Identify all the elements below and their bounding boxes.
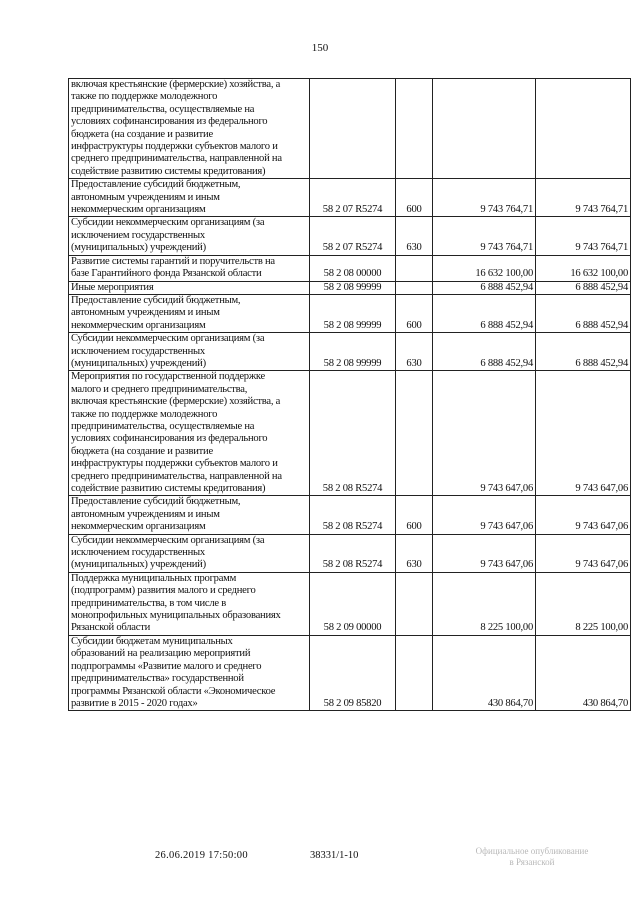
- row-amount-cell: [433, 79, 536, 179]
- footer-datetime: 26.06.2019 17:50:00: [155, 850, 248, 861]
- row-amount-cell: 8 225 100,00: [536, 572, 631, 635]
- table-row: [69, 217, 631, 255]
- row-amount-cell: 9 743 647,06: [433, 534, 536, 572]
- row-name-cell: включая крестьянские (фермерские) хозяйства, а также по поддержке молодежного предпринимательства, осуществляемые на условиях софинансирования из федерального бюджета (на создание и развитие инфраструктуры поддержки субъектов малого и среднего предпринимательства, направленной на содействие развитию системы кредитования): [69, 79, 310, 179]
- row-code-cell: 58 2 08 99999: [310, 281, 396, 294]
- row-amount-cell: 6 888 452,94: [433, 281, 536, 294]
- row-amount-cell: 9 743 764,71: [536, 179, 631, 217]
- footer-document-number: 38331/1-10: [310, 850, 359, 861]
- table-row: [69, 496, 631, 534]
- table-row: [69, 179, 631, 217]
- row-type-cell: 600: [396, 179, 433, 217]
- row-code-cell: 58 2 08 R5274: [310, 496, 396, 534]
- row-type-cell: [396, 572, 433, 635]
- row-amount-cell: 8 225 100,00: [433, 572, 536, 635]
- stamp-line-2: в Рязанской: [509, 857, 555, 867]
- row-code-cell: 58 2 08 00000: [310, 255, 396, 281]
- table-row: [69, 79, 631, 179]
- table-row: [69, 534, 631, 572]
- table-row: [69, 572, 631, 635]
- row-amount-cell: 6 888 452,94: [433, 294, 536, 332]
- row-amount-cell: 9 743 764,71: [433, 179, 536, 217]
- table-row: [69, 635, 631, 710]
- row-amount-cell: 9 743 647,06: [433, 371, 536, 496]
- row-code-cell: [310, 79, 396, 179]
- page-number: 150: [311, 42, 329, 54]
- row-amount-cell: 9 743 647,06: [536, 371, 631, 496]
- table-row: [69, 333, 631, 371]
- table-row: [69, 294, 631, 332]
- row-amount-cell: 6 888 452,94: [536, 294, 631, 332]
- row-amount-cell: 430 864,70: [536, 635, 631, 710]
- budget-table: [68, 78, 631, 711]
- row-name-cell: Субсидии некоммерческим организациям (за исключением государственных (муниципальных) учреждений): [69, 217, 310, 255]
- row-type-cell: [396, 79, 433, 179]
- row-amount-cell: 9 743 647,06: [536, 496, 631, 534]
- row-code-cell: 58 2 07 R5274: [310, 217, 396, 255]
- row-type-cell: 630: [396, 534, 433, 572]
- row-amount-cell: [536, 79, 631, 179]
- row-amount-cell: 9 743 764,71: [433, 217, 536, 255]
- row-type-cell: [396, 635, 433, 710]
- row-name-cell: Предоставление субсидий бюджетным, автономным учреждениям и иным некоммерческим организациям: [69, 294, 310, 332]
- row-code-cell: 58 2 08 R5274: [310, 371, 396, 496]
- row-type-cell: 600: [396, 496, 433, 534]
- row-type-cell: [396, 281, 433, 294]
- row-code-cell: 58 2 08 R5274: [310, 534, 396, 572]
- row-amount-cell: 6 888 452,94: [433, 333, 536, 371]
- publication-stamp: [452, 846, 612, 868]
- row-code-cell: 58 2 08 99999: [310, 333, 396, 371]
- row-name-cell: Субсидии бюджетам муниципальных образований на реализацию мероприятий подпрограммы «Развитие малого и среднего предпринимательства» государственной программы Рязанской области «Экономическое развитие в 2015 - 2020 годах»: [69, 635, 310, 710]
- row-code-cell: 58 2 07 R5274: [310, 179, 396, 217]
- row-code-cell: 58 2 08 99999: [310, 294, 396, 332]
- row-name-cell: Поддержка муниципальных программ (подпрограмм) развития малого и среднего предпринимательства, в том числе в монопрофильных муниципальных образованиях Рязанской области: [69, 572, 310, 635]
- table-row: [69, 255, 631, 281]
- row-type-cell: 600: [396, 294, 433, 332]
- row-code-cell: 58 2 09 85820: [310, 635, 396, 710]
- row-type-cell: 630: [396, 217, 433, 255]
- row-amount-cell: 9 743 764,71: [536, 217, 631, 255]
- row-amount-cell: 6 888 452,94: [536, 281, 631, 294]
- row-name-cell: Развитие системы гарантий и поручительств на базе Гарантийного фонда Рязанской области: [69, 255, 310, 281]
- row-code-cell: 58 2 09 00000: [310, 572, 396, 635]
- row-name-cell: Субсидии некоммерческим организациям (за исключением государственных (муниципальных) учреждений): [69, 333, 310, 371]
- row-type-cell: [396, 255, 433, 281]
- row-amount-cell: 16 632 100,00: [433, 255, 536, 281]
- stamp-line-1: Официальное опубликование: [475, 846, 589, 856]
- table-row: [69, 371, 631, 496]
- table-row: [69, 281, 631, 294]
- row-type-cell: 630: [396, 333, 433, 371]
- row-amount-cell: 16 632 100,00: [536, 255, 631, 281]
- row-name-cell: Иные мероприятия: [69, 281, 310, 294]
- row-name-cell: Предоставление субсидий бюджетным, автономным учреждениям и иным некоммерческим организациям: [69, 496, 310, 534]
- row-name-cell: Предоставление субсидий бюджетным, автономным учреждениям и иным некоммерческим организациям: [69, 179, 310, 217]
- row-amount-cell: 430 864,70: [433, 635, 536, 710]
- row-amount-cell: 9 743 647,06: [536, 534, 631, 572]
- row-amount-cell: 9 743 647,06: [433, 496, 536, 534]
- row-amount-cell: 6 888 452,94: [536, 333, 631, 371]
- row-type-cell: [396, 371, 433, 496]
- row-name-cell: Мероприятия по государственной поддержке малого и среднего предпринимательства, включая крестьянские (фермерские) хозяйства, а также по поддержке молодежного предпринимательства, осуществляемые на условиях софинансирования из федерального бюджета (на создание и развитие инфраструктуры поддержки субъектов малого и среднего предпринимательства, направленной на содействие развитию системы кредитования): [69, 371, 310, 496]
- row-name-cell: Субсидии некоммерческим организациям (за исключением государственных (муниципальных) учреждений): [69, 534, 310, 572]
